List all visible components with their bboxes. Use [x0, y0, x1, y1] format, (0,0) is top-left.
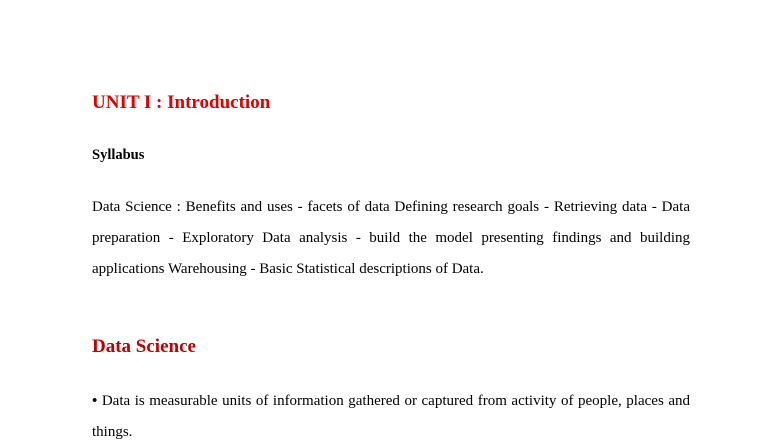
unit-title: UNIT I : Introduction [92, 92, 271, 113]
bullet-text: Data is measurable units of information gathered or captured from activity of people, places and things. [92, 393, 690, 440]
section-title-data-science: Data Science [92, 336, 196, 357]
bullet-marker: • [92, 393, 98, 409]
syllabus-text: Data Science : Benefits and uses - facets of data Defining research goals - Retrieving data - Data preparation - Exploratory Data analysis - build the model presenting findings and building applications Warehousing - Basic Statistical descriptions of Data. [92, 199, 690, 277]
bullet-paragraph [92, 386, 690, 448]
syllabus-label: Syllabus [92, 147, 145, 163]
